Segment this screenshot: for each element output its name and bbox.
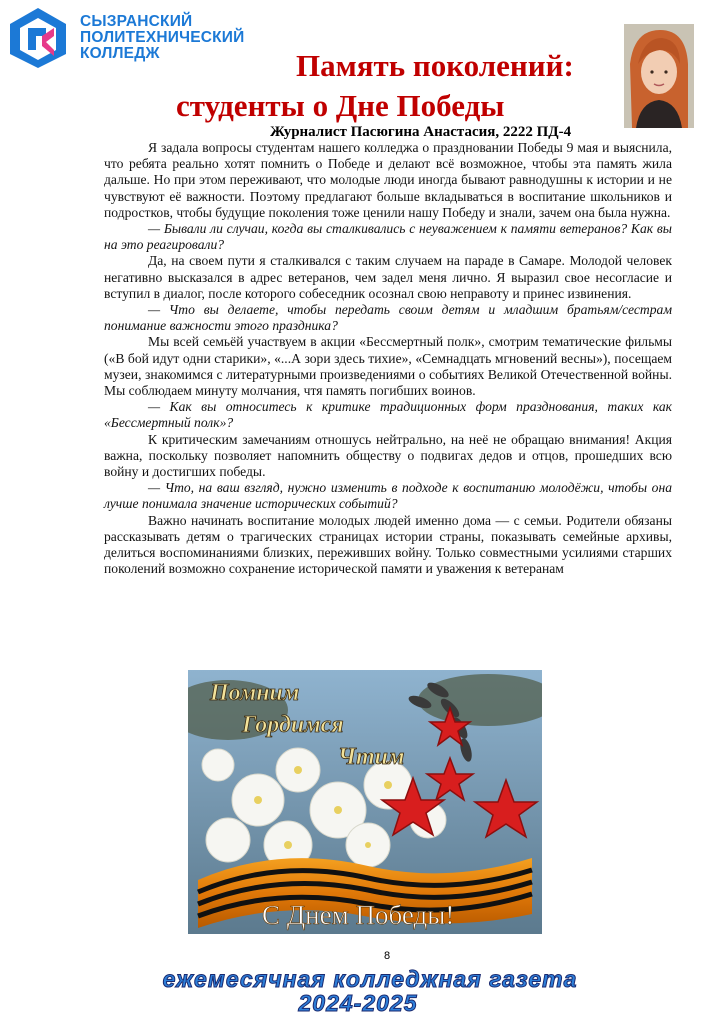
newspaper-year: 2024-2025	[298, 990, 418, 1016]
article-body	[104, 140, 672, 577]
title-line-1: Память поколений:	[296, 48, 574, 83]
author-byline: Журналист Пасюгина Анастасия, 2222 ПД-4	[270, 124, 572, 140]
interview-question: — Бывали ли случаи, когда вы сталкивались с неуважением к памяти ветеранов? Как вы на это реагировали?	[104, 221, 672, 253]
page-number: 8	[384, 950, 391, 962]
article-paragraph: Мы всей семьёй участвуем в акции «Бессмертный полк», смотрим тематические фильмы («В бой идут одни старики», «...А зори здесь тихие», «Семнадцать мгновений весны»), посещаем музеи, знакомимся с литературными произведениями о событиях Великой Отечественной войны. Мы соблюдаем минуту молчания, чтя память погибших воинов.	[104, 334, 672, 399]
college-name: СЫЗРАНСКИЙ ПОЛИТЕХНИЧЕСКИЙ КОЛЛЕДЖ	[80, 13, 245, 62]
article-paragraph: К критическим замечаниям отношусь нейтрально, на неё не обращаю внимания! Акция важна, поскольку позволяет напомнить обществу о подвигах дедов и отцов, прошедших всю войну и достигших победы.	[104, 431, 672, 480]
interview-question: — Как вы относитесь к критике традиционных форм празднования, таких как «Бессмертный полк»?	[104, 399, 672, 431]
victory-day-poster	[188, 670, 542, 934]
college-logo	[6, 6, 70, 70]
article-paragraph: Я задала вопросы студентам нашего колледжа о праздновании Победы 9 мая и выяснила, что ребята реально хотят помнить о Победе и делают всё возможное, чтобы эта память жила дальше. Но при этом переживают, что молодые люди иногда бывают равнодушны к истории и не чувствуют её важности. Поэтому предлагают больше вкладываться в воспитание школьников и подростков, чтобы будущие поколения тоже ценили нашу Победу и знали, зачем она была нужна.	[104, 140, 672, 220]
poster-line-1: Помним	[210, 680, 300, 706]
poster-line-3: Чтим	[338, 744, 405, 770]
article-paragraph: Да, на своем пути я сталкивался с таким случаем на параде в Самаре. Молодой человек негативно высказался в адрес ветеранов, чем задел меня лично. Я выразил свое несогласие и вступил в диалог, после которого собеседник осознал свою неправоту и принес извинения.	[104, 253, 672, 301]
interview-question: — Что, на ваш взгляд, нужно изменить в подходе к воспитанию молодёжи, чтобы она лучше понимала значение исторических событий?	[104, 480, 672, 512]
poster-line-2: Гордимся	[242, 712, 344, 738]
newspaper-tagline: ежемесячная колледжная газета	[162, 966, 578, 992]
title-line-2: студенты о Дне Победы	[176, 88, 505, 123]
poster-greeting: С Днем Победы!	[262, 900, 455, 930]
interview-question: — Что вы делаете, чтобы передать своим детям и младшим братьям/сестрам понимание важности этого праздника?	[104, 302, 672, 334]
author-photo	[624, 24, 694, 128]
article-paragraph: Важно начинать воспитание молодых людей именно дома — с семьи. Родители обязаны рассказывать детям о трагических страницах истории страны, показывать семейные архивы, делиться воспоминаниями близких, переживших войну. Только совместными усилиями старших поколений возможно сохранение исторической памяти и уважения к ветеранам	[104, 512, 672, 577]
